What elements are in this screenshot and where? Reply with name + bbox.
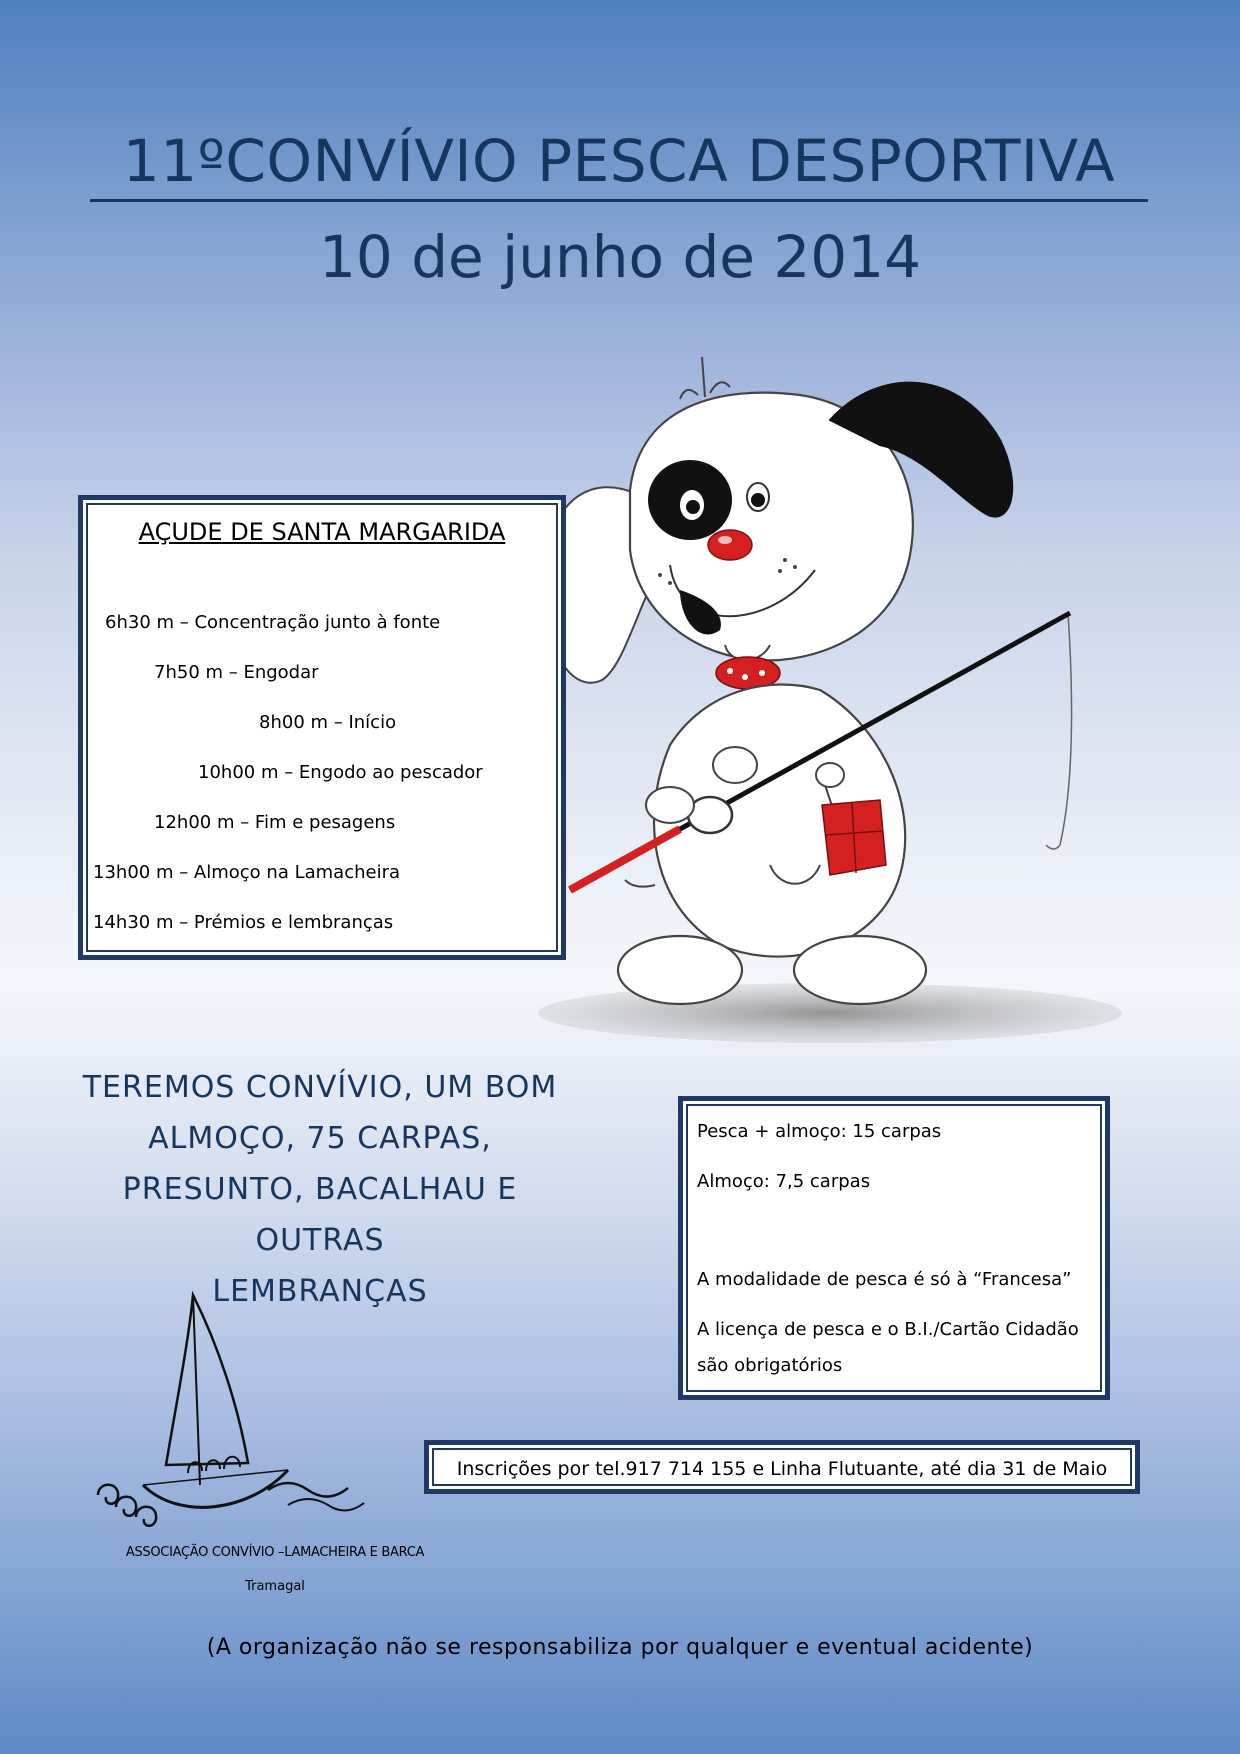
price-fishing-lunch: Pesca + almoço: 15 carpas xyxy=(697,1121,942,1142)
association-town: Tramagal xyxy=(245,1579,305,1594)
schedule-box xyxy=(78,495,566,960)
disclaimer: (A organização não se responsabiliza por qualquer e eventual acidente) xyxy=(206,1635,1034,1660)
license-note: A licença de pesca e o B.I./Cartão Cidadão xyxy=(697,1319,1079,1340)
schedule-item: 10h00 m – Engodo ao pescador xyxy=(198,762,483,783)
price-lunch: Almoço: 7,5 carpas xyxy=(697,1171,871,1192)
venue-heading: AÇUDE DE SANTA MARGARIDA xyxy=(138,518,506,546)
schedule-item: 7h50 m – Engodar xyxy=(154,662,319,683)
sailboat-logo-icon xyxy=(88,1285,388,1535)
fishing-mode-note: A modalidade de pesca é só à “Francesa” xyxy=(697,1269,1072,1290)
license-note-cont: são obrigatórios xyxy=(697,1355,843,1376)
promo-text xyxy=(60,1062,580,1317)
registration-text: Inscrições por tel.917 714 155 e Linha Flutuante, até dia 31 de Maio xyxy=(456,1458,1108,1480)
schedule-item: 13h00 m – Almoço na Lamacheira xyxy=(93,862,401,883)
schedule-item: 12h00 m – Fim e pesagens xyxy=(154,812,396,833)
cartoon-dog-fishing-icon xyxy=(530,345,1130,1045)
promo-line: PRESUNTO, BACALHAU E OUTRAS xyxy=(122,1172,518,1258)
promo-line: ALMOÇO, 75 CARPAS, xyxy=(148,1121,492,1156)
poster-title: 11ºCONVÍVIO PESCA DESPORTIVA xyxy=(122,127,1116,195)
schedule-item: 6h30 m – Concentração junto à fonte xyxy=(105,612,441,633)
prices-box xyxy=(678,1096,1110,1400)
registration-box xyxy=(424,1440,1140,1494)
promo-line: LEMBRANÇAS xyxy=(212,1274,428,1309)
promo-line: TEREMOS CONVÍVIO, UM BOM xyxy=(82,1070,558,1105)
schedule-item: 8h00 m – Início xyxy=(259,712,397,733)
title-underline xyxy=(90,199,1148,202)
poster-date: 10 de junho de 2014 xyxy=(318,223,922,291)
association-name: ASSOCIAÇÃO CONVÍVIO –LAMACHEIRA E BARCA xyxy=(125,1545,425,1560)
schedule-item: 14h30 m – Prémios e lembranças xyxy=(93,912,394,933)
